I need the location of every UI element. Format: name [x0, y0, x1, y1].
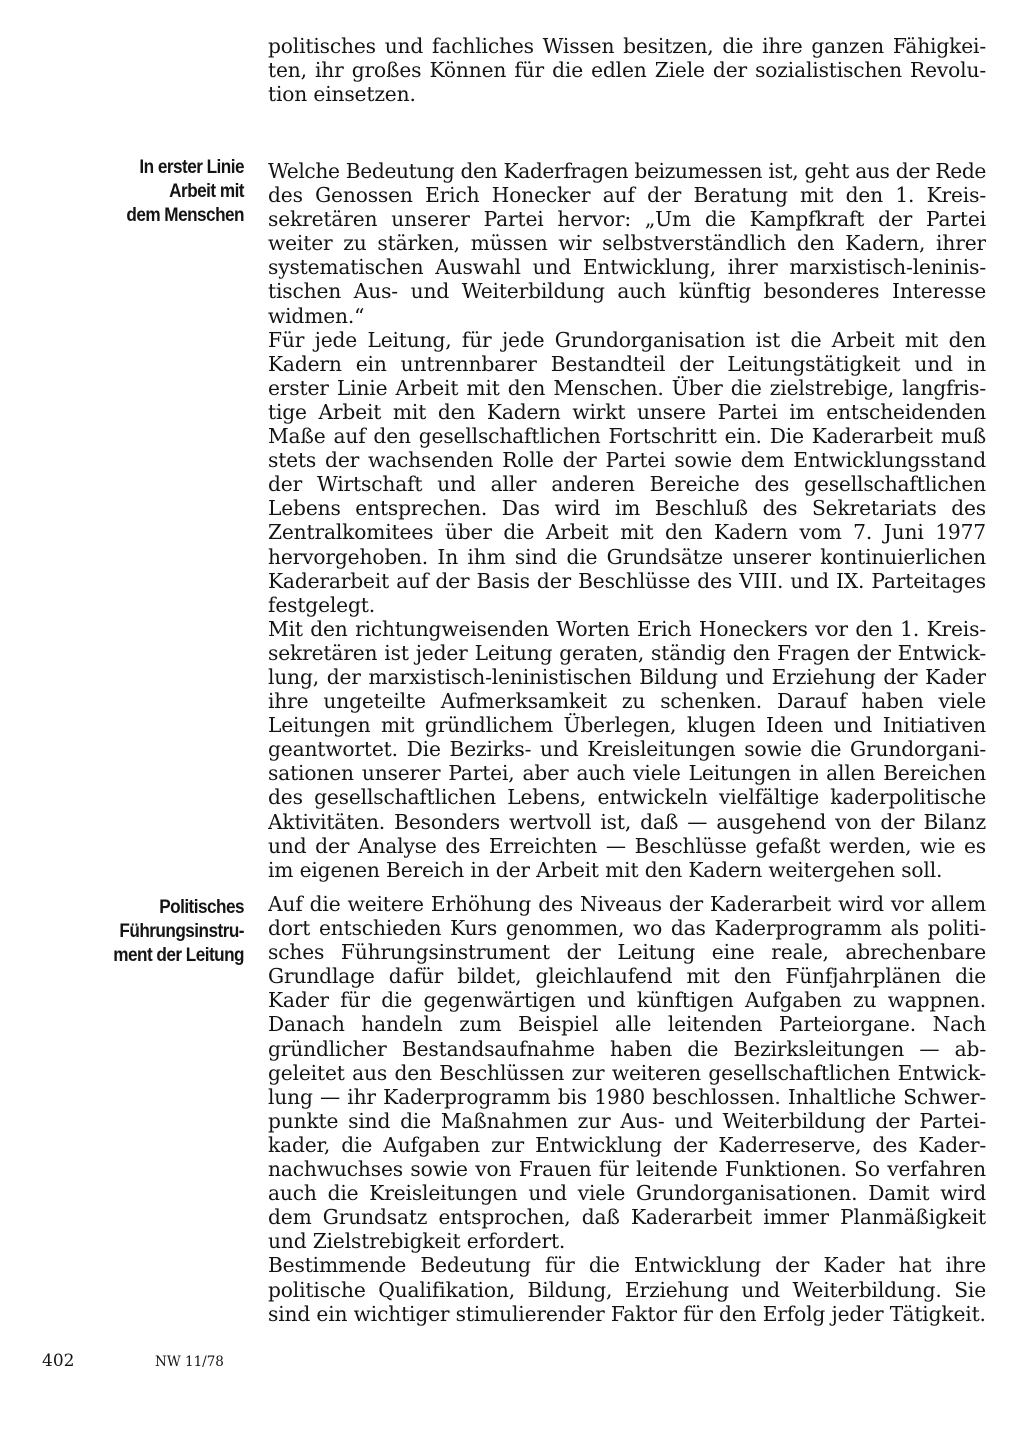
section1-marginal-heading [68, 155, 244, 227]
heading-line: Politisches [159, 896, 244, 918]
paragraph [268, 892, 986, 1253]
body-line: lung, der marxistisch-leninistischen Bildung und Erziehung der Kader [268, 664, 986, 689]
body-line: tige Arbeit mit den Kadern wirkt unsere Partei im entscheidenden [268, 399, 986, 424]
body-line: weiter zu stärken, müssen wir selbstverständlich den Kadern, ihrer [268, 231, 986, 256]
section2-marginal-heading [68, 895, 244, 967]
body-line: der Wirtschaft und aller anderen Bereiche des gesellschaftlichen [268, 472, 986, 497]
body-line: und Zielstrebigkeit erfordert. [268, 1229, 566, 1254]
section2-body [268, 892, 986, 1326]
body-line: lung — ihr Kaderprogramm bis 1980 beschlossen. Inhaltliche Schwer- [268, 1084, 986, 1109]
body-line: im eigenen Bereich in der Arbeit mit den Kadern weitergehen soll. [268, 857, 943, 882]
body-line: widmen.“ [268, 303, 365, 328]
body-line: systematischen Auswahl und Entwicklung, ihrer marxistisch-leninis- [268, 255, 986, 280]
section1-body [268, 159, 986, 882]
heading-line: Führungsinstru- [119, 920, 244, 942]
heading-line: Arbeit mit [169, 180, 244, 202]
heading-line: In erster Linie [139, 156, 244, 178]
body-line: ten, ihr großes Können für die edlen Ziele der sozialistischen Revolu- [268, 58, 986, 83]
body-line: Kadern ein untrennbarer Bestandteil der Leitungstätigkeit und in [268, 351, 986, 376]
body-line: erster Linie Arbeit mit den Menschen. Über die zielstrebige, langfris- [268, 375, 986, 400]
body-line: sationen unserer Partei, aber auch viele Leitungen in allen Bereichen [268, 761, 986, 786]
body-line: des Genossen Erich Honecker auf der Beratung mit den 1. Kreis- [268, 183, 986, 208]
body-line: dem Grundsatz entsprochen, daß Kaderarbeit immer Planmäßigkeit [268, 1205, 986, 1230]
body-line: Welche Bedeutung den Kaderfragen beizumessen ist, geht aus der Rede [268, 159, 986, 183]
body-line: nachwuchses sowie von Frauen für leitende Funktionen. So verfahren [268, 1157, 986, 1182]
heading-line: dem Menschen [126, 204, 244, 226]
body-line: festgelegt. [268, 592, 375, 617]
body-line: hervorgehoben. In ihm sind die Grundsätze unserer kontinuierlichen [268, 544, 986, 569]
body-line: tion einsetzen. [268, 82, 416, 107]
body-line: sekretären ist jeder Leitung geraten, ständig den Fragen der Entwick- [268, 640, 986, 665]
body-line: stets der wachsenden Rolle der Partei sowie dem Entwicklungsstand [268, 448, 986, 473]
body-line: geantwortet. Die Bezirks- und Kreisleitungen sowie die Grundorgani- [268, 737, 986, 762]
body-line: Aktivitäten. Besonders wertvoll ist, daß — ausgehend von der Bilanz [268, 809, 986, 834]
body-line: Für jede Leitung, für jede Grundorganisation ist die Arbeit mit den [268, 327, 986, 352]
body-line: ihre ungeteilte Aufmerksamkeit zu schenken. Darauf haben viele [268, 689, 986, 714]
body-line: sind ein wichtiger stimulierender Faktor für den Erfolg jeder Tätigkeit. [268, 1301, 986, 1326]
body-line: Auf die weitere Erhöhung des Niveaus der Kaderarbeit wird vor allem [268, 892, 986, 916]
body-line: Mit den richtungweisenden Worten Erich Honeckers vor den 1. Kreis- [268, 616, 986, 641]
body-line: geleitet aus den Beschlüssen zur weiteren gesellschaftlichen Entwick- [268, 1060, 986, 1085]
body-line: politische Qualifikation, Bildung, Erziehung und Weiterbildung. Sie [268, 1277, 986, 1302]
body-line: Kader für die gegenwärtigen und künftigen Aufgaben zu wappnen. [268, 988, 986, 1013]
body-line: sches Führungsinstrument der Leitung eine reale, abrechenbare [268, 940, 986, 965]
body-line: dort entschieden Kurs genommen, wo das Kaderprogramm als politi- [268, 916, 986, 941]
body-line: Lebens entsprechen. Das wird im Beschluß des Sekretariats des [268, 496, 986, 521]
body-line: des gesellschaftlichen Lebens, entwickeln vielfältige kaderpolitische [268, 785, 986, 810]
body-line: politisches und fachliches Wissen besitzen, die ihre ganzen Fähigkei- [268, 34, 986, 58]
body-line: Grundlage dafür bildet, gleichlaufend mit den Fünfjahrplänen die [268, 964, 986, 989]
paragraph [268, 159, 986, 328]
body-line: Bestimmende Bedeutung für die Entwicklung der Kader hat ihre [268, 1253, 986, 1278]
issue-reference: NW 11/78 [155, 1354, 224, 1370]
heading-line: ment der Leitung [113, 944, 244, 966]
body-line: tischen Aus- und Weiterbildung auch künftig besonderes Interesse [268, 279, 986, 304]
body-line: Maße auf den gesellschaftlichen Fortschritt ein. Die Kaderarbeit muß [268, 424, 986, 449]
paragraph [268, 328, 986, 617]
page-number: 402 [42, 1351, 75, 1371]
body-line: auch die Kreisleitungen und viele Grundorganisationen. Damit wird [268, 1181, 986, 1206]
body-line: Danach handeln zum Beispiel alle leitenden Parteiorgane. Nach [268, 1012, 986, 1037]
body-line: Leitungen mit gründlichem Überlegen, klugen Ideen und Initiativen [268, 713, 986, 738]
intro-paragraph [268, 34, 986, 106]
body-line: punkte sind die Maßnahmen zur Aus- und Weiterbildung der Partei- [268, 1108, 986, 1133]
body-line: Zentralkomitees über die Arbeit mit den Kadern vom 7. Juni 1977 [268, 520, 986, 545]
body-line: kader, die Aufgaben zur Entwicklung der Kaderreserve, des Kader- [268, 1132, 986, 1157]
paragraph [268, 617, 986, 882]
body-line: sekretären unserer Partei hervor: „Um die Kampfkraft der Partei [268, 207, 986, 232]
paragraph [268, 1253, 986, 1325]
body-line: gründlicher Bestandsaufnahme haben die Bezirksleitungen — ab- [268, 1036, 986, 1061]
body-line: und der Analyse des Erreichten — Beschlüsse gefaßt werden, wie es [268, 833, 986, 858]
body-line: Kaderarbeit auf der Basis der Beschlüsse des VIII. und IX. Parteitages [268, 568, 986, 593]
